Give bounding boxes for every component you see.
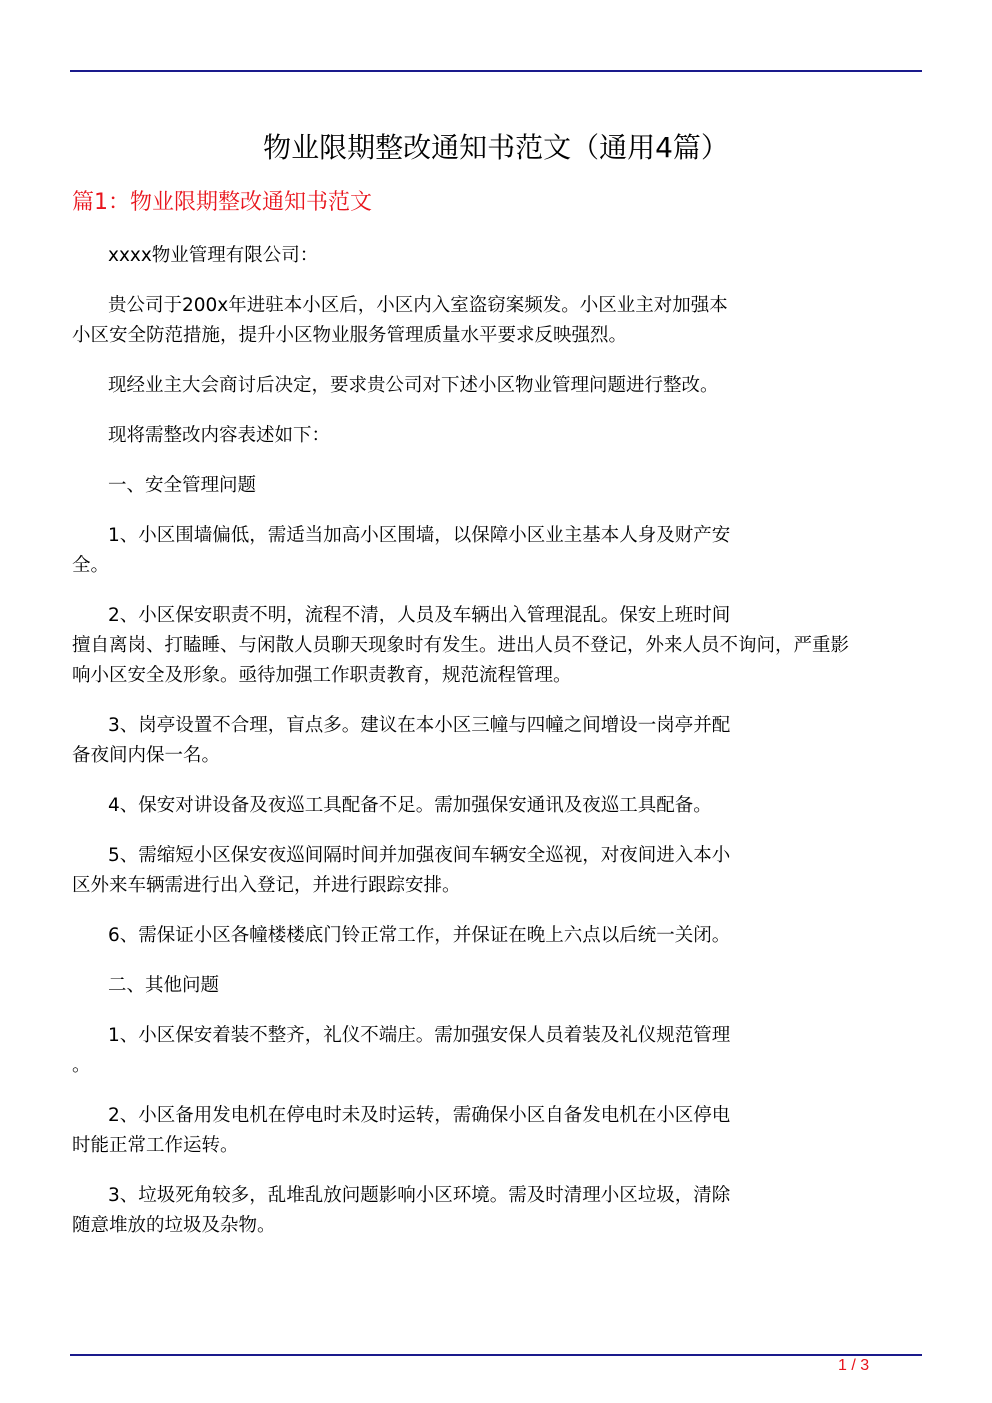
footer-rule — [70, 1354, 922, 1356]
paragraph-line: 小区安全防范措施，提升小区物业服务管理质量水平要求反映强烈。 — [72, 325, 628, 346]
paragraph-line: 2、小区保安职责不明，流程不清，人员及车辆出入管理混乱。保安上班时间 — [108, 605, 731, 626]
paragraph-line: 贵公司于200x年进驻本小区后，小区内入室盗窃案频发。小区业主对加强本 — [108, 295, 728, 316]
paragraph-line: 现经业主大会商讨后决定，要求贵公司对下述小区物业管理问题进行整改。 — [108, 375, 719, 396]
paragraph-line: 1、小区保安着装不整齐，礼仪不端庄。需加强安保人员着装及礼仪规范管理 — [108, 1025, 731, 1046]
paragraph-line: 时能正常工作运转。 — [72, 1135, 239, 1156]
header-rule — [70, 70, 922, 72]
paragraph — [72, 841, 922, 901]
paragraph-line: 响小区安全及形象。亟待加强工作职责教育，规范流程管理。 — [72, 665, 572, 686]
paragraph — [72, 971, 922, 1001]
paragraph — [72, 471, 922, 501]
paragraph — [72, 421, 922, 451]
paragraph-line: 二、其他问题 — [108, 975, 220, 996]
paragraph — [72, 521, 922, 581]
paragraph — [72, 711, 922, 771]
paragraph-line: 随意堆放的垃圾及杂物。 — [72, 1215, 276, 1236]
paragraph — [72, 791, 922, 821]
paragraph-line: 区外来车辆需进行出入登记，并进行跟踪安排。 — [72, 875, 461, 896]
document-title: 物业限期整改通知书范文（通用4篇） — [263, 131, 729, 164]
paragraph-line: 。 — [72, 1055, 91, 1076]
paragraph — [72, 1181, 922, 1241]
paragraph — [72, 601, 922, 691]
paragraph-line: 一、安全管理问题 — [108, 475, 257, 496]
paragraph — [72, 921, 922, 951]
paragraph — [72, 371, 922, 401]
page-number: 1 / 3 — [838, 1357, 870, 1374]
section-heading: 篇1：物业限期整改通知书范文 — [72, 190, 372, 215]
paragraph — [72, 1101, 922, 1161]
paragraph-line: 全。 — [72, 555, 110, 576]
paragraph-line: xxxx物业管理有限公司： — [108, 245, 319, 266]
paragraph-line: 备夜间内保一名。 — [72, 745, 221, 766]
paragraph — [72, 1021, 922, 1081]
paragraph — [72, 241, 922, 271]
paragraph-line: 擅自离岗、打瞌睡、与闲散人员聊天现象时有发生。进出人员不登记，外来人员不询问，严重影 — [72, 635, 850, 656]
paragraph-line: 3、岗亭设置不合理，盲点多。建议在本小区三幢与四幢之间增设一岗亭并配 — [108, 715, 731, 736]
paragraph-line: 5、需缩短小区保安夜巡间隔时间并加强夜间车辆安全巡视，对夜间进入本小 — [108, 845, 731, 866]
paragraph-line: 3、垃圾死角较多，乱堆乱放问题影响小区环境。需及时清理小区垃圾，清除 — [108, 1185, 731, 1206]
paragraph — [72, 291, 922, 351]
paragraph-line: 1、小区围墙偏低，需适当加高小区围墙，以保障小区业主基本人身及财产安 — [108, 525, 731, 546]
paragraph-line: 2、小区备用发电机在停电时未及时运转，需确保小区自备发电机在小区停电 — [108, 1105, 731, 1126]
paragraph-line: 现将需整改内容表述如下： — [108, 425, 331, 446]
paragraph-line: 4、保安对讲设备及夜巡工具配备不足。需加强保安通讯及夜巡工具配备。 — [108, 795, 712, 816]
paragraph-line: 6、需保证小区各幢楼楼底门铃正常工作，并保证在晚上六点以后统一关闭。 — [108, 925, 731, 946]
document-body — [72, 241, 922, 1261]
